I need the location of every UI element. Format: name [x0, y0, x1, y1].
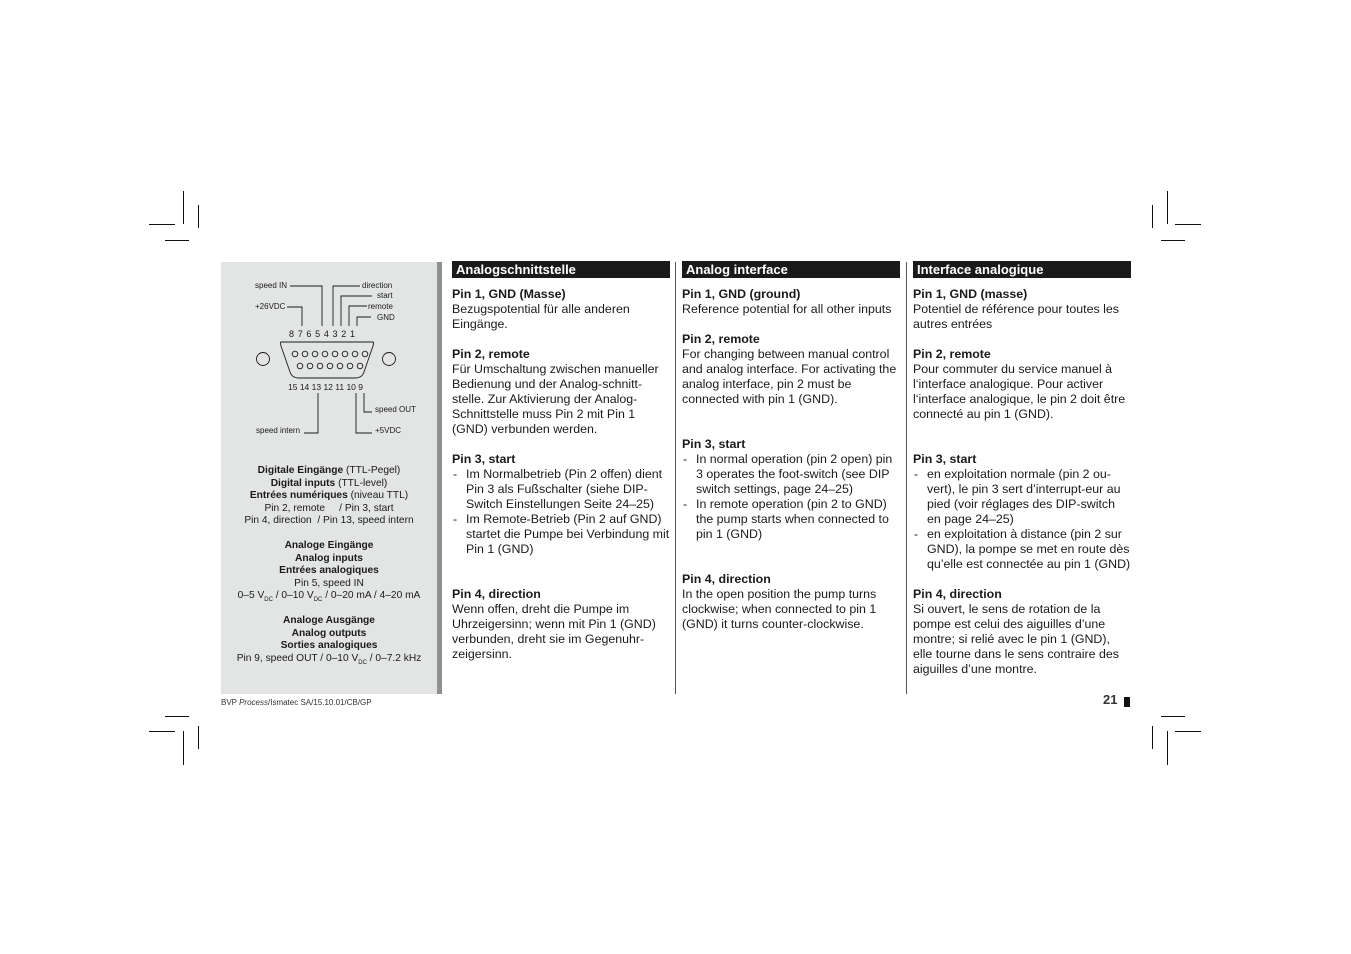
crop-mark — [1175, 224, 1201, 225]
column-header: Interface analogique — [913, 261, 1131, 278]
section-pin1: Pin 1, GND (masse) Potentiel de référence pour toutes les autres entrées — [913, 287, 1119, 331]
analog-out-line: Pin 9, speed OUT / 0–10 $V_{DC} / 0-7.2$ kHz — [236, 652, 422, 666]
crop-mark — [1175, 731, 1201, 732]
label-plus5: +5VDC — [375, 426, 402, 435]
pin-7 — [302, 351, 308, 357]
digital-line-1: Pin 2, remote / Pin 3, start — [264, 502, 394, 514]
section-pin3: Pin 3, start - In normal operation (pin 2 open) pin 3 operates the foot-switch (see DIP switch settings, page 24–25) - In remote operation (pin 2 to GND) the pump starts when connected to pin 1 (GND) — [682, 437, 900, 542]
section-pin2: Pin 2, remote For changing between manual control and analog interface. For activating the analog interface, pin 2 must be connected with pin 1 (GND). — [682, 332, 897, 406]
section-pin1: Pin 1, GND (Masse) Bezugspotential für alle anderen Eingänge. — [452, 287, 630, 331]
pin-4 — [332, 351, 338, 357]
pin-14 — [307, 363, 313, 369]
digital-de-title: Digitale Eingänge — [257, 465, 344, 476]
pin-5 — [322, 351, 328, 357]
crop-mark — [183, 731, 184, 765]
column-french — [913, 261, 1131, 692]
crop-mark — [1167, 191, 1168, 224]
connector-shell — [281, 342, 374, 378]
speed-out-wire — [364, 393, 372, 412]
list-item: - In remote operation (pin 2 to GND) the pump starts when connected to pin 1 (GND) — [682, 497, 900, 542]
section-pin2: Pin 2, remote Für Umschaltung zwischen manueller Bedienung und der Analog-schnitt-stelle. Zur Aktivierung der Analog-Schnittstelle muss Pin 2 mit Pin 1 (GND) verbunden werden. — [452, 347, 659, 436]
digital-fr-note: (niveau TTL) — [350, 490, 409, 501]
speed-intern-wire — [304, 393, 318, 433]
remote-wire — [349, 306, 367, 326]
list-item: - en exploitation à distance (pin 2 sur GND), la pompe se met en route dès qu’elle est connectée au pin 1 (GND) — [913, 527, 1131, 572]
column-english — [682, 261, 900, 647]
pin-13 — [317, 363, 323, 369]
digital-en-title: Digital inputs — [270, 477, 336, 489]
sidebar-panel — [221, 262, 437, 694]
pin-3 — [342, 351, 348, 357]
column-header: Analog interface — [682, 261, 900, 278]
crop-mark — [1152, 726, 1153, 749]
list-item: - en exploitation normale (pin 2 ou-vert), le pin 3 sert d’interrupt-eur au pied (voir réglages des DIP-switch en page 24–25) — [913, 467, 1131, 527]
list-item: - Im Normalbetrieb (Pin 2 offen) dient Pin 3 als Fußschalter (siehe DIP-Switch Einstellungen Seite 24–25) — [452, 467, 670, 512]
label-bottom-pins: 15 14 13 12 11 10 9 — [288, 382, 363, 392]
gnd-wire — [357, 317, 371, 326]
analog-in-en-title: Analog inputs — [295, 552, 363, 564]
digital-line-2: Pin 4, direction / Pin 13, speed intern — [244, 515, 414, 526]
analog-in-fr-title: Entrées analogiques — [279, 565, 379, 576]
sidebar-edge-bar — [437, 262, 442, 694]
label-gnd: GND — [377, 313, 395, 322]
analog-out-en-title: Analog outputs — [291, 627, 367, 639]
section-pin4: Pin 4, direction Wenn offen, dreht die Pumpe im Uhrzeigersinn; wenn mit Pin 1 (GND) verbunden, dreht sie im Gegenuhr-zeigersinn. — [452, 587, 656, 661]
digital-de-note: (TTL-Pegel) — [345, 465, 401, 476]
analog-out-de-title: Analoge Ausgänge — [283, 615, 375, 626]
label-direction: direction — [362, 281, 393, 290]
analog-out-fr-title: Sorties analogiques — [280, 640, 378, 651]
section-pin4: Pin 4, direction Si ouvert, le sens de rotation de la pompe est celui des aiguilles d’une montre; si relié avec le pin 1 (GND), elle tourne dans le sens contraire des aiguilles d’une montre. — [913, 587, 1119, 676]
label-start: start — [377, 291, 393, 300]
label-top-pins: 8 7 6 5 4 3 2 1 — [289, 329, 356, 339]
analog-in-de-title: Analoge Eingänge — [284, 540, 374, 551]
crop-mark — [165, 716, 189, 717]
pin-10 — [347, 363, 353, 369]
page-marker — [1124, 697, 1130, 707]
section-pin1: Pin 1, GND (ground) Reference potential for all other inputs — [682, 287, 892, 316]
label-speed-in: speed IN — [255, 281, 288, 290]
analog-in-ranges: 0–5 $V_{DC} / 0-10$ $V_{DC} / 0-20$ mA / 4–20 mA — [237, 590, 421, 604]
column-header: Analogschnittstelle — [452, 261, 670, 278]
crop-mark — [1161, 716, 1185, 717]
section-pin2: Pin 2, remote Pour commuter du service manuel à l‘interface analogique. Pour activer l‘interface analogique, le pin 2 doit être connecté au pin 1 (GND). — [913, 347, 1126, 421]
pin-6 — [312, 351, 318, 357]
crop-mark — [165, 240, 189, 241]
pin-9 — [357, 363, 363, 369]
column-divider — [906, 262, 907, 694]
start-wire — [341, 296, 372, 326]
list-item: - In normal operation (pin 2 open) pin 3 operates the foot-switch (see DIP switch settings, page 24–25) — [682, 452, 900, 497]
speed-in-wire — [290, 286, 322, 326]
column-german — [452, 261, 670, 677]
crop-mark — [198, 726, 199, 749]
analog-in-line-1: Pin 5, speed IN — [294, 577, 364, 589]
label-speed-out: speed OUT — [375, 405, 416, 414]
analog-outputs-info — [221, 615, 437, 669]
label-plus26: +26VDC — [255, 302, 286, 311]
pin-8 — [292, 351, 298, 357]
crop-mark — [149, 224, 175, 225]
document-footer: BVP Process/Ismatec SA/15.10.01/CB/GP — [221, 698, 372, 707]
crop-mark — [1161, 240, 1185, 241]
digital-inputs-info — [221, 465, 437, 528]
label-speed-intern: speed intern — [256, 426, 301, 435]
section-pin4: Pin 4, direction In the open position the pump turns clockwise; when connected to pin 1 (GND) it turns counter-clockwise. — [682, 572, 877, 631]
mount-hole-left — [257, 353, 270, 366]
plus26-wire — [287, 307, 302, 326]
pin-1 — [362, 351, 368, 357]
page-number: 21 — [1103, 692, 1118, 707]
label-remote: remote — [368, 302, 393, 311]
pin-2 — [352, 351, 358, 357]
crop-mark — [198, 205, 199, 228]
section-pin3: Pin 3, start - Im Normalbetrieb (Pin 2 offen) dient Pin 3 als Fußschalter (siehe DIP-Switch Einstellungen Seite 24–25) - Im Remote-Betrieb (Pin 2 auf GND) startet die Pumpe bei Verbindung mit Pin 1 (GND) — [452, 452, 670, 557]
crop-mark — [149, 731, 175, 732]
mount-hole-right — [383, 353, 396, 366]
crop-mark — [183, 191, 184, 224]
analog-inputs-info — [221, 540, 437, 607]
crop-mark — [1167, 731, 1168, 765]
digital-fr-title: Entrées numériques — [249, 490, 348, 501]
section-pin3: Pin 3, start - en exploitation normale (pin 2 ou-vert), le pin 3 sert d’interrupt-eur au pied (voir réglages des DIP-switch en page 24–25) - en exploitation à distance (pin 2 sur GND), la pompe se met en route dès qu’elle est connectée au pin 1 (GND) — [913, 452, 1131, 572]
crop-mark — [1152, 205, 1153, 228]
digital-en-note: (TTL-level) — [338, 477, 388, 489]
list-item: - Im Remote-Betrieb (Pin 2 auf GND) startet die Pumpe bei Verbindung mit Pin 1 (GND) — [452, 512, 670, 557]
pin-11 — [337, 363, 343, 369]
pin-12 — [327, 363, 333, 369]
pin-15 — [297, 363, 303, 369]
sub-d-connector-diagram — [221, 262, 437, 452]
column-divider — [675, 262, 676, 694]
